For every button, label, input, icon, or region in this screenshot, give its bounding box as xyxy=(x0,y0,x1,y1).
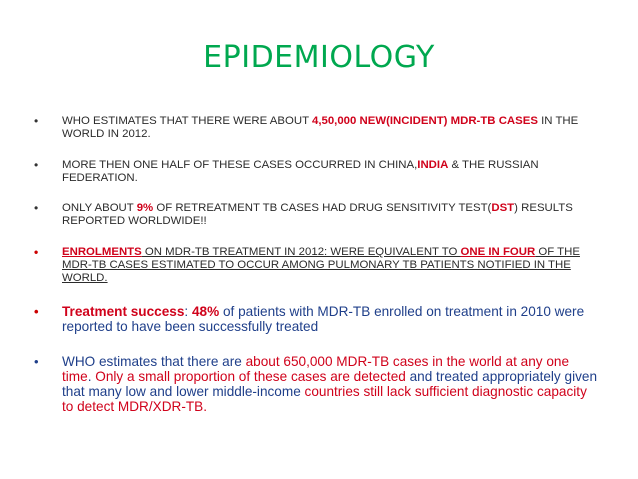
highlight-india: INDIA xyxy=(417,159,449,171)
text: ONLY ABOUT xyxy=(62,202,137,214)
text: ON MDR-TB TREATMENT IN 2012: WERE EQUIVALENT TO xyxy=(141,246,461,258)
bullet-5 xyxy=(34,304,600,334)
text: and treated appropriately given that many low and lower middle-income xyxy=(62,369,598,399)
text: . xyxy=(87,369,96,384)
text: OF THE MDR-TB CASES ESTIMATED TO OCCUR AMONG PULMONARY TB PATIENTS NOTIFIED IN THE WORLD. xyxy=(62,246,580,284)
bullet-5-text xyxy=(62,304,600,334)
highlight-treatment-success: Treatment success xyxy=(62,304,185,319)
text: IN THE WORLD IN 2012. xyxy=(62,115,579,140)
highlight-one-in-four: ONE IN FOUR xyxy=(460,246,536,258)
text: OF RETREATMENT TB CASES HAD DRUG SENSITIVITY TEST( xyxy=(153,202,492,214)
text: ) RESULTS REPORTED WORLDWIDE!! xyxy=(62,202,573,227)
bullet-3-text xyxy=(62,202,600,228)
highlight-countries-lack-capacity: countries still lack sufficient diagnostic capacity to detect MDR/XDR-TB. xyxy=(62,384,587,414)
bullet-6-text xyxy=(62,354,600,414)
text: WHO estimates that there are xyxy=(62,354,246,369)
bullet-3 xyxy=(34,202,600,228)
bullet-marker: • xyxy=(34,114,39,128)
text: MORE THEN ONE HALF OF THESE CASES OCCURRED IN CHINA, xyxy=(62,159,418,171)
text: of patients with MDR-TB enrolled on treatment in 2010 were reported to have been successfully treated xyxy=(62,304,585,334)
bullet-marker: • xyxy=(34,304,39,319)
bullet-marker: • xyxy=(34,158,39,172)
highlight-small-proportion: Only a small proportion of these cases are detected xyxy=(95,369,406,384)
bullet-1-text xyxy=(62,115,600,141)
bullet-marker: • xyxy=(34,245,39,259)
text: WHO ESTIMATES THAT THERE WERE ABOUT xyxy=(62,115,312,127)
highlight-9-percent: 9% xyxy=(136,202,154,214)
bullet-2 xyxy=(34,159,600,185)
highlight-enrolments: ENROLMENTS xyxy=(62,246,142,258)
text: : xyxy=(184,304,192,319)
bullet-4 xyxy=(34,246,600,285)
highlight-650000-cases: about 650,000 MDR-TB cases in the world at any one time xyxy=(62,354,570,384)
bullet-marker: • xyxy=(34,201,39,215)
highlight-48-percent: 48% xyxy=(191,304,220,319)
highlight-incident-cases: 4,50,000 NEW(INCIDENT) MDR-TB CASES xyxy=(312,115,538,127)
highlight-dst: DST xyxy=(491,202,515,214)
slide-title: EPIDEMIOLOGY xyxy=(203,40,435,75)
bullet-4-text xyxy=(62,246,600,285)
bullet-1 xyxy=(34,115,600,141)
bullet-6 xyxy=(34,354,600,414)
bullet-2-text xyxy=(62,159,600,185)
bullet-marker: • xyxy=(34,354,39,369)
text: & THE RUSSIAN FEDERATION. xyxy=(62,159,539,184)
